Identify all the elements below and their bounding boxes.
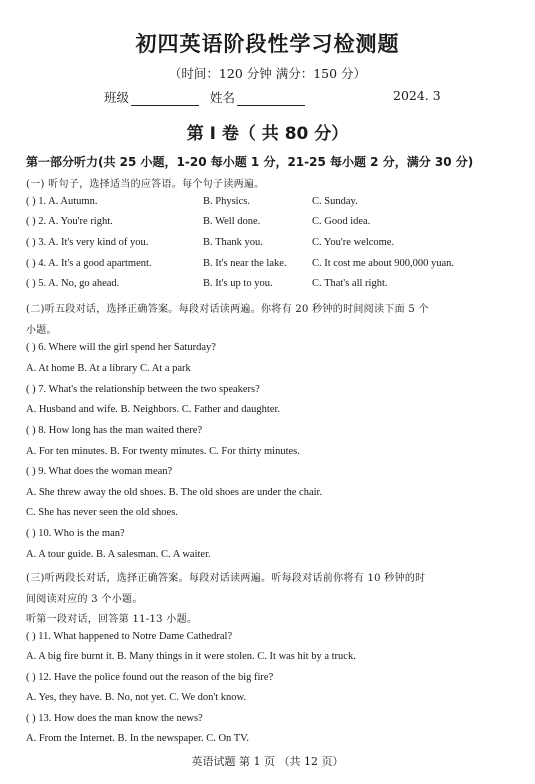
options-8: A. For ten minutes. B. For twenty minutes. C. For thirty minutes.	[26, 446, 300, 457]
question-8: ( ) 8. How long has the man waited there?	[26, 425, 203, 436]
class-label: 班级	[104, 90, 130, 105]
option-5b: B. It's up to you.	[203, 278, 273, 289]
dialog1-instruction: 听第一段对话，回答第 11-13 小题。	[26, 614, 198, 625]
question-13: ( ) 13. How does the man know the news?	[26, 713, 203, 724]
section3-instruction-cont: 间阅读对应的 3 个小题。	[26, 594, 143, 605]
name-blank	[237, 93, 305, 106]
question-9: ( ) 9. What does the woman mean?	[26, 466, 173, 477]
question-2: ( ) 2. A. You're right.	[26, 216, 113, 227]
exam-subtitle: （时间：120 分钟 满分：150 分）	[168, 66, 367, 81]
section3-instruction: (三)听两段长对话，选择正确答案。每段对话读两遍。听每段对话前你将有 10 秒钟的时	[26, 573, 426, 584]
options-9: A. She threw away the old shoes. B. The old shoes are under the chair.	[26, 487, 323, 498]
question-5: ( ) 5. A. No, go ahead.	[26, 278, 120, 289]
option-1c: C. Sunday.	[312, 196, 358, 207]
question-7: ( ) 7. What's the relationship between the two speakers?	[26, 384, 260, 395]
option-1b: B. Physics.	[203, 196, 250, 207]
options-11: A. A big fire burnt it. B. Many things in it were stolen. C. It was hit by a truck.	[26, 651, 356, 662]
option-5c: C. That's all right.	[312, 278, 388, 289]
option-2b: B. Well done.	[203, 216, 261, 227]
class-field	[104, 88, 199, 106]
option-4c: C. It cost me about 900,000 yuan.	[312, 258, 455, 269]
option-4b: B. It's near the lake.	[203, 258, 287, 269]
question-12: ( ) 12. Have the police found out the reason of the big fire?	[26, 672, 274, 683]
class-blank	[131, 93, 199, 106]
options-9-cont: C. She has never seen the old shoes.	[26, 507, 178, 518]
exam-date: 2024. 3	[393, 88, 441, 103]
question-10: ( ) 10. Who is the man?	[26, 528, 125, 539]
name-label: 姓名	[210, 90, 236, 105]
page-title: 初四英语阶段性学习检测题	[135, 32, 400, 56]
question-3: ( ) 3. A. It's very kind of you.	[26, 237, 149, 248]
options-12: A. Yes, they have. B. No, not yet. C. We don't know.	[26, 692, 247, 703]
option-3c: C. You're welcome.	[312, 237, 395, 248]
page-footer: 英语试题 第 1 页 （共 12 页）	[191, 755, 344, 768]
question-6: ( ) 6. Where will the girl spend her Saturday?	[26, 342, 216, 353]
section2-instruction: (二)听五段对话，选择正确答案。每段对话读两遍。你将有 20 秒钟的时间阅读下面 5 个	[26, 304, 429, 315]
option-2c: C. Good idea.	[312, 216, 371, 227]
section1-instruction: (一) 听句子，选择适当的应答语。每个句子读两遍。	[26, 179, 265, 190]
question-1: ( ) 1. A. Autumn.	[26, 196, 98, 207]
options-7: A. Husband and wife. B. Neighbors. C. Father and daughter.	[26, 404, 280, 415]
question-11: ( ) 11. What happened to Notre Dame Cathedral?	[26, 631, 233, 642]
volume-title: 第 I 卷（ 共 80 分）	[186, 124, 349, 144]
question-4: ( ) 4. A. It's a good apartment.	[26, 258, 152, 269]
options-10: A. A tour guide. B. A salesman. C. A waiter.	[26, 549, 211, 560]
name-field	[210, 88, 305, 106]
section2-instruction-cont: 小题。	[26, 325, 57, 336]
option-3b: B. Thank you.	[203, 237, 263, 248]
options-13: A. From the Internet. B. In the newspaper. C. On TV.	[26, 733, 249, 744]
part1-title: 第一部分听力(共 25 小题，1-20 每小题 1 分，21-25 每小题 2 分，满分 30 分)	[26, 155, 474, 169]
options-6: A. At home B. At a library C. At a park	[26, 363, 191, 374]
